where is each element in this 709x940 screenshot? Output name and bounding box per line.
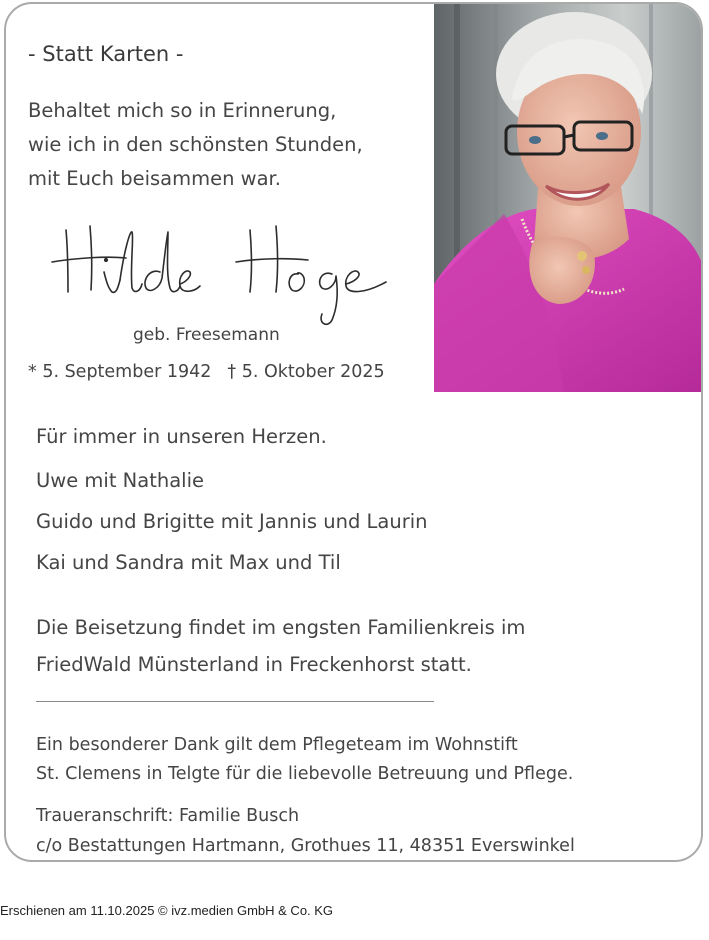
mourner-line: Kai und Sandra mit Max und Til [36,551,341,574]
memorial-verse [28,94,363,196]
burial-line: Die Beisetzung findet im engsten Familienkreis im [36,616,526,639]
verse-line: mit Euch beisammen war. [28,167,281,190]
thanks-line: St. Clemens in Telgte für die liebevolle Betreuung und Pflege. [36,764,574,784]
divider-line [36,701,434,702]
address-line: c/o Bestattungen Hartmann, Grothues 11, 48351 Everswinkel [36,836,575,856]
obituary-card [4,2,703,862]
closing-line: Für immer in unseren Herzen. [36,425,327,448]
address-line: Traueranschrift: Familie Busch [36,806,300,826]
handwritten-name-graphic [46,222,406,332]
birth-date: * 5. September 1942 [28,362,212,382]
mourner-line: Guido und Brigitte mit Jannis und Laurin [36,510,428,533]
burial-line: FriedWald Münsterland in Freckenhorst statt. [36,653,472,676]
publication-footer: Erschienen am 11.10.2025 © ivz.medien GmbH & Co. KG [0,903,334,918]
mourner-line: Uwe mit Nathalie [36,469,204,492]
verse-line: wie ich in den schönsten Stunden, [28,133,363,156]
death-date: † 5. Oktober 2025 [227,362,385,382]
thanks-line: Ein besonderer Dank gilt dem Pflegeteam im Wohnstift [36,735,518,755]
deceased-name-signature [46,222,406,336]
verse-line: Behaltet mich so in Erinnerung, [28,99,337,122]
thanks-note [36,731,573,789]
burial-notice [36,609,525,683]
mourning-address [36,801,575,861]
portrait-photo [434,4,703,392]
maiden-name: geb. Freesemann [133,325,280,345]
life-dates [28,362,385,382]
statt-karten-header: - Statt Karten - [28,42,184,66]
